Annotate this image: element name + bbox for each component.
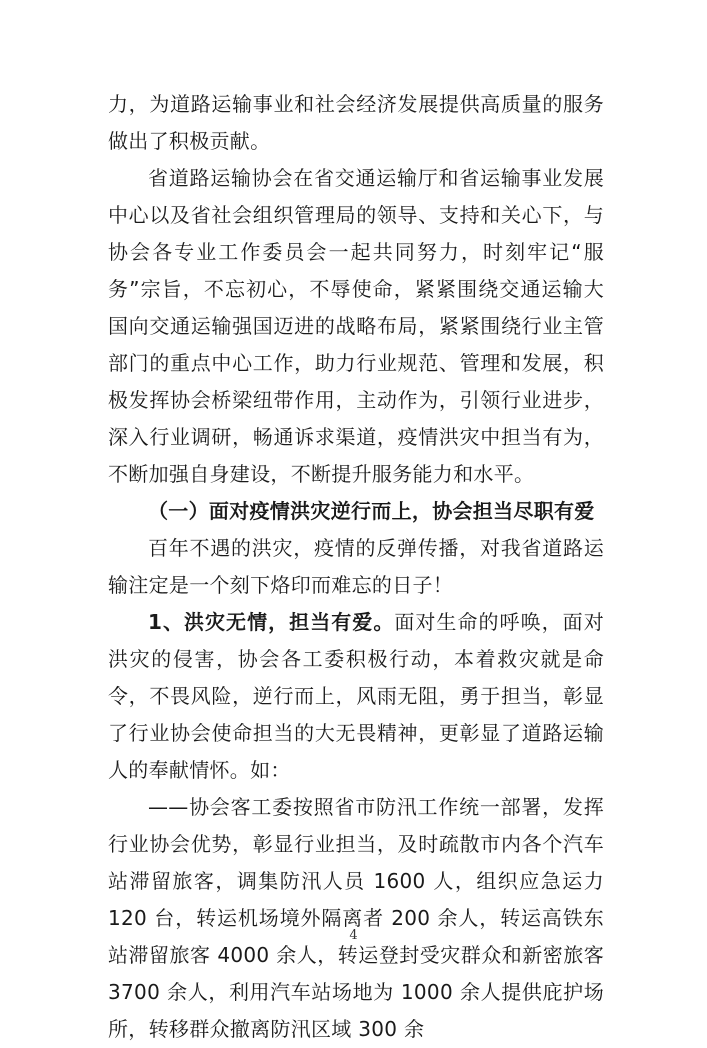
- paragraph-flood-intro: 百年不遇的洪灾，疫情的反弹传播，对我省道路运输注定是一个刻下烙印而难忘的日子！: [108, 536, 604, 597]
- paragraph-flood-response: [108, 604, 604, 789]
- section-heading: （一）面对疫情洪灾逆行而上，协会担当尽职有爱: [148, 499, 595, 523]
- paragraph-association-overview: 省道路运输协会在省交通运输厅和省运输事业发展中心以及省社会组织管理局的领导、支持和关心下，与协会各专业工作委员会一起共同努力，时刻牢记“服务”宗旨，不忘初心，不辱使命，紧紧围绕交通运输大国向交通运输强国迈进的战略布局，紧紧围绕行业主管部门的重点中心工作，助力行业规范、管理和发展，积极发挥协会桥梁纽带作用，主动作为，引领行业进步，深入行业调研，畅通诉求渠道，疫情洪灾中担当有为，不断加强自身建设，不断提升服务能力和水平。: [108, 166, 604, 486]
- paragraph-flood-response-text: 面对生命的呼唤，面对洪灾的侵害，协会各工委积极行动，本着救灾就是命令，不畏风险，逆行而上，风雨无阻，勇于担当，彰显了行业协会使命担当的大无畏精神，更彰显了道路运输人的奉献情怀。如：: [108, 610, 604, 782]
- body-text: [108, 86, 604, 1048]
- page-number: 4: [349, 928, 358, 943]
- paragraph-passenger-committee: ——协会客工委按照省市防汛工作统一部署，发挥行业协会优势，彰显行业担当，及时疏散市内各个汽车站滞留旅客，调集防汛人员 1600 人，组织应急运力 120 台，转运机场境外隔离者 200 余人，转运高铁东站滞留旅客 4000 余人，转运登封受灾群众和新密旅客 3700 余人，利用汽车站场地为 1000 余人提供庇护场所，转移群众撤离防汛区域 300 余: [108, 795, 604, 1041]
- subheading-inline: 1、洪灾无情，担当有爱。: [148, 610, 395, 634]
- paragraph-continuation: 力，为道路运输事业和社会经济发展提供高质量的服务做出了积极贡献。: [108, 92, 604, 153]
